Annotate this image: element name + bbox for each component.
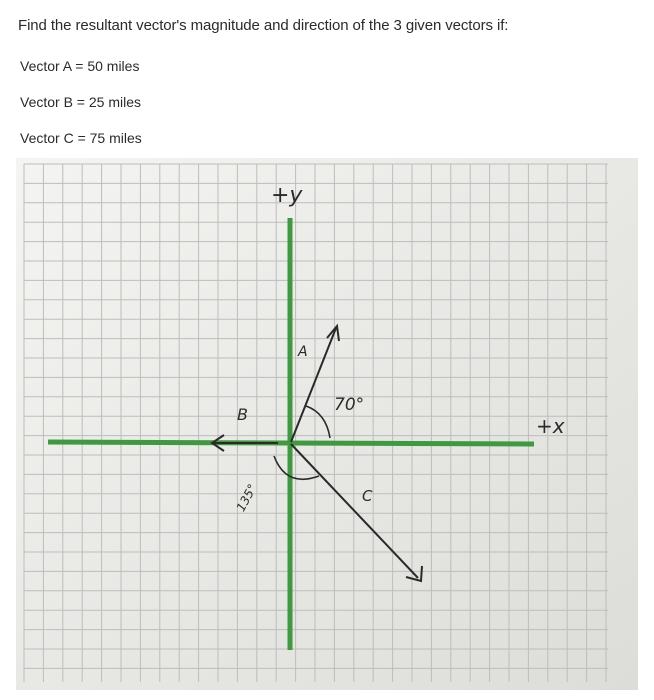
vector-a-text: Vector A = 50 miles xyxy=(20,58,140,74)
angle-a-label: 70° xyxy=(334,395,365,415)
vector-b-text: Vector B = 25 miles xyxy=(20,94,142,110)
y-axis-label: +y xyxy=(271,183,303,208)
vector-b-label: B xyxy=(237,405,248,424)
x-axis xyxy=(48,442,534,444)
vector-c-text: Vector C = 75 miles xyxy=(20,130,142,146)
graph-paper-photo xyxy=(16,158,638,690)
vector-c-label: C xyxy=(362,487,373,505)
vector-a-label: A xyxy=(298,344,308,360)
question-text: Find the resultant vector's magnitude and direction of the 3 given vectors if: xyxy=(18,17,509,34)
vector-diagram xyxy=(16,158,638,690)
x-axis-label: +x xyxy=(536,414,565,438)
angle-c-label: 135° xyxy=(233,481,260,514)
